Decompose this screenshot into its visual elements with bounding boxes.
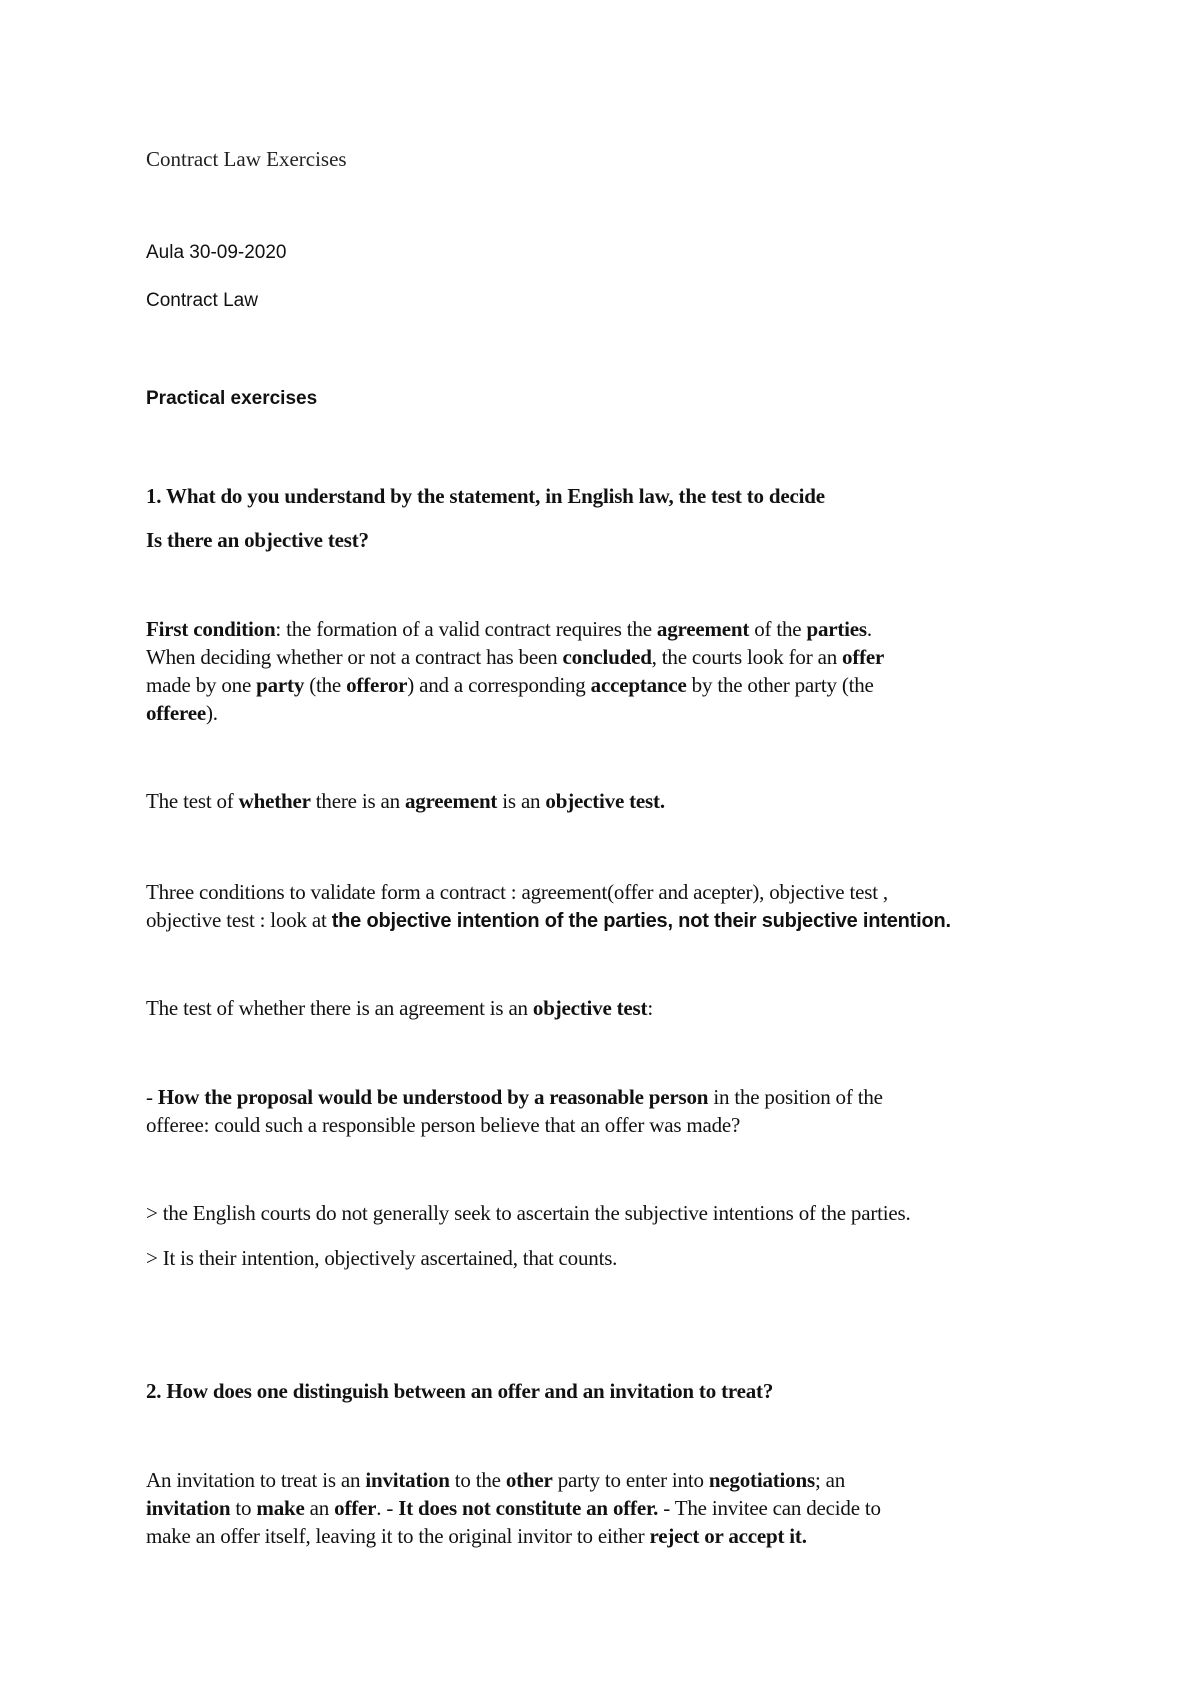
section-heading: Practical exercises [146,388,318,409]
subject-line: Contract Law [146,290,258,311]
bullet-subjective-intentions: > the English courts do not generally seek to ascertain the subjective intentions of the parties. [146,1201,911,1225]
question-1-line-1: 1. What do you understand by the statement, in English law, the test to decide [146,484,825,508]
first-condition-line-1: First condition: the formation of a valid contract requires the agreement of the parties. [146,617,872,641]
question-1-line-2: Is there an objective test? [146,528,369,552]
test-agreement-paragraph: The test of whether there is an agreement is an objective test: [146,996,653,1020]
first-condition-line-2: When deciding whether or not a contract has been concluded, the courts look for an offer [146,645,885,669]
first-condition-line-4: offeree). [146,701,218,725]
how-proposal-line-2: offeree: could such a responsible person believe that an offer was made? [146,1113,741,1137]
document-title: Contract Law Exercises [146,147,347,171]
invitation-line-1: An invitation to treat is an invitation to the other party to enter into negotiations; an [146,1468,846,1492]
bullet-objective-intention: > It is their intention, objectively ascertained, that counts. [146,1246,618,1270]
how-proposal-line-1: - How the proposal would be understood by a reasonable person in the position of the [146,1085,883,1109]
three-conditions-line-1: Three conditions to validate form a contract : agreement(offer and acepter), objective test , [146,880,888,904]
invitation-line-2: invitation to make an offer. - It does not constitute an offer. - The invitee can decide to [146,1496,881,1520]
test-whether-paragraph: The test of whether there is an agreement is an objective test. [146,789,665,813]
first-condition-line-3: made by one party (the offeror) and a corresponding acceptance by the other party (the [146,673,874,697]
three-conditions-line-2: objective test : look at the objective intention of the parties, not their subjective intention. [146,908,951,932]
date-line: Aula 30-09-2020 [146,242,287,263]
invitation-line-3: make an offer itself, leaving it to the original invitor to either reject or accept it. [146,1524,807,1548]
question-2: 2. How does one distinguish between an offer and an invitation to treat? [146,1379,774,1403]
